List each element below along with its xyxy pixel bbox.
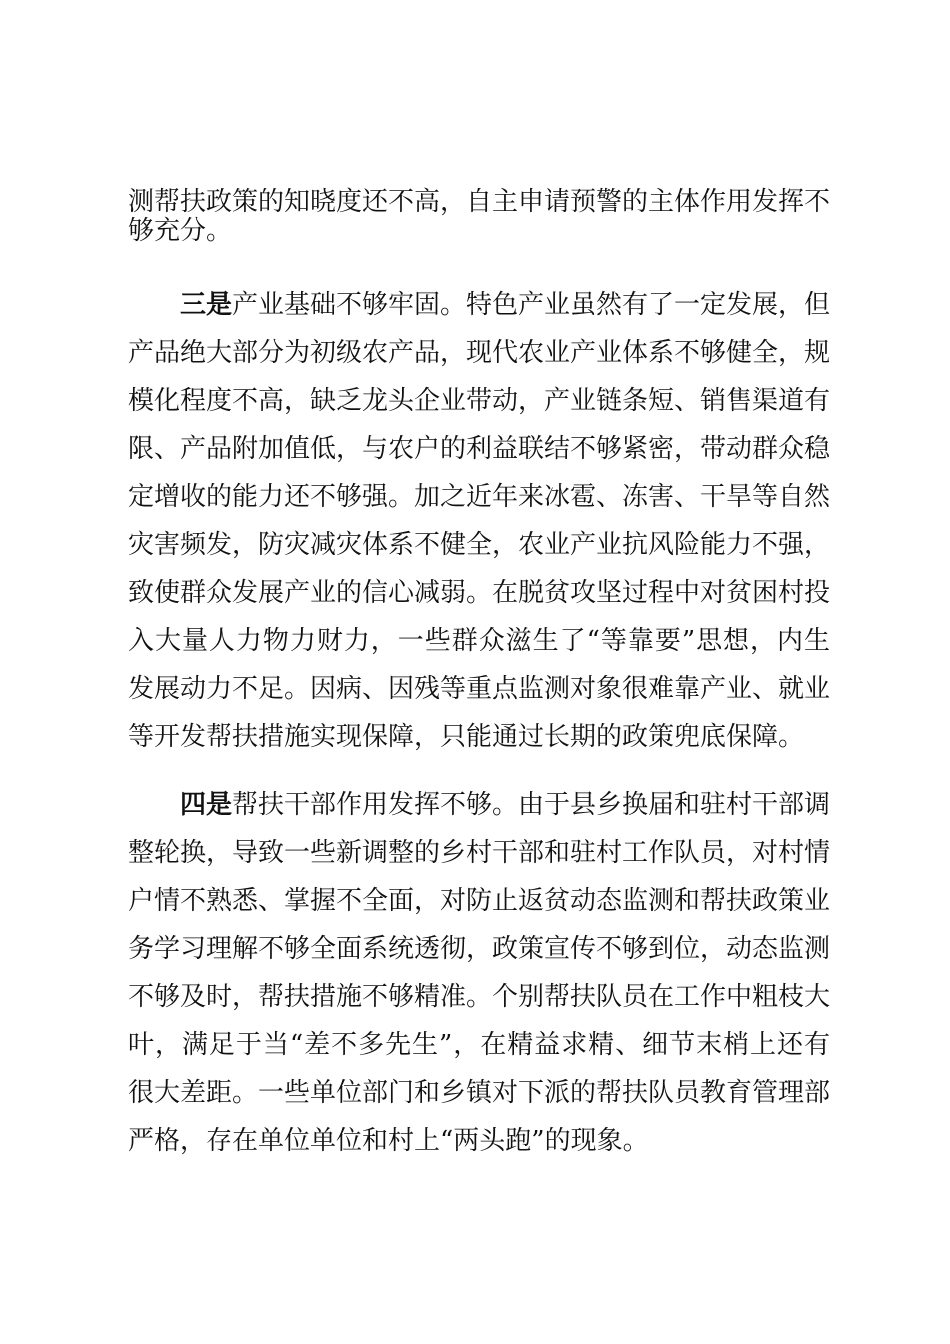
text-line: 严格，存在单位单位和村上“两头跑”的现象。	[128, 1126, 649, 1156]
text-line: 定增收的能力还不够强。加之近年来冰雹、冻害、干旱等自然	[128, 482, 831, 512]
text-line: 叶，满足于当“差不多先生”，在精益求精、细节末梢上还有	[128, 1030, 830, 1060]
text-line: 灾害频发，防灾减灾体系不健全，农业产业抗风险能力不强，	[128, 530, 831, 560]
paragraph-first-line	[180, 285, 830, 325]
text-line: 务学习理解不够全面系统透彻，政策宣传不够到位，动态监测	[128, 934, 831, 964]
text-line: 产业基础不够牢固。特色产业虽然有了一定发展，但	[232, 290, 831, 320]
text-line: 模化程度不高，缺乏龙头企业带动，产业链条短、销售渠道有	[128, 386, 831, 416]
text-line: 户情不熟悉、掌握不全面，对防止返贫动态监测和帮扶政策业	[128, 886, 831, 916]
text-line: 发展动力不足。因病、因残等重点监测对象很难靠产业、就业	[128, 674, 831, 704]
paragraph-lead: 三是	[180, 290, 233, 320]
text-line: 测帮扶政策的知晓度还不高，自主申请预警的主体作用发挥不	[128, 187, 831, 217]
text-line: 限、产品附加值低，与农户的利益联结不够紧密，带动群众稳	[128, 434, 831, 464]
text-line: 入大量人力物力财力，一些群众滋生了“等靠要”思想，内生	[128, 626, 830, 656]
text-line: 等开发帮扶措施实现保障，只能通过长期的政策兜底保障。	[128, 722, 805, 752]
paragraph-first-line	[180, 785, 830, 825]
paragraph-lead: 四是	[180, 790, 233, 820]
text-line: 帮扶干部作用发挥不够。由于县乡换届和驻村干部调	[232, 790, 831, 820]
text-line: 不够及时，帮扶措施不够精准。个别帮扶队员在工作中粗枝大	[128, 982, 831, 1012]
text-line: 很大差距。一些单位部门和乡镇对下派的帮扶队员教育管理部	[128, 1078, 831, 1108]
text-line: 致使群众发展产业的信心减弱。在脱贫攻坚过程中对贫困村投	[128, 578, 831, 608]
text-line: 产品绝大部分为初级农产品，现代农业产业体系不够健全，规	[128, 338, 831, 368]
text-line: 整轮换，导致一些新调整的乡村干部和驻村工作队员，对村情	[128, 838, 831, 868]
text-line: 够充分。	[128, 216, 233, 246]
